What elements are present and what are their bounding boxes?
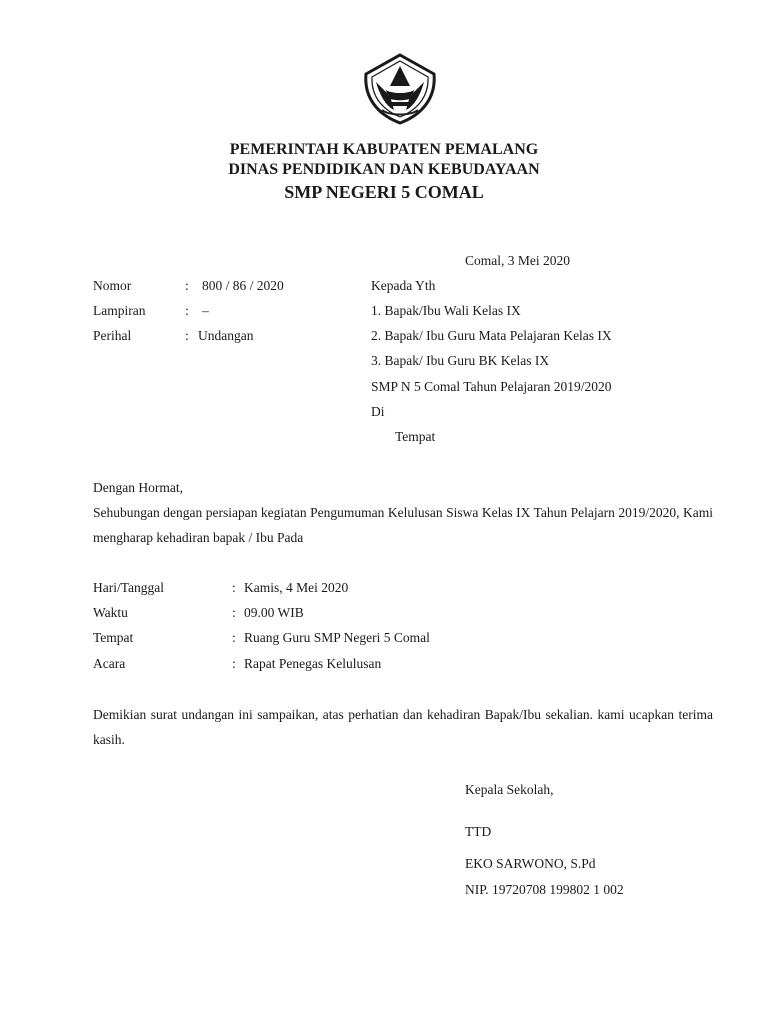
recipient-line: 3. Bapak/ Ibu Guru BK Kelas IX: [371, 353, 550, 368]
recipient-tempat: Tempat: [395, 429, 436, 444]
meta-value-nomor: 800 / 86 / 2020: [202, 278, 284, 293]
meta-label-lampiran: Lampiran: [93, 303, 146, 318]
recipient-line: 2. Bapak/ Ibu Guru Mata Pelajaran Kelas IX: [371, 328, 612, 343]
body-paragraph: Sehubungan dengan persiapan kegiatan Pengumuman Kelulusan Siswa Kelas IX Tahun Pelajarn 2019/2020, Kami mengharap kehadiran bapak / Ibu Pada: [93, 505, 713, 545]
event-value-time: 09.00 WIB: [244, 605, 304, 620]
recipient-line: SMP N 5 Comal Tahun Pelajaran 2019/2020: [371, 379, 612, 394]
event-label-place: Tempat: [93, 630, 134, 645]
meta-sep-lampiran: :: [185, 303, 189, 318]
header-department: DINAS PENDIDIKAN DAN KEBUDAYAAN: [228, 161, 540, 178]
event-label-date: Hari/Tanggal: [93, 580, 165, 595]
event-sep-date: :: [232, 580, 236, 595]
meta-sep-nomor: :: [185, 278, 189, 293]
event-sep-place: :: [232, 630, 236, 645]
event-label-agenda: Acara: [93, 656, 126, 671]
event-sep-time: :: [232, 605, 236, 620]
event-value-place: Ruang Guru SMP Negeri 5 Comal: [244, 630, 430, 645]
greeting: Dengan Hormat,: [93, 480, 183, 495]
recipient-intro: Kepada Yth: [371, 278, 436, 293]
event-value-agenda: Rapat Penegas Kelulusan: [244, 656, 382, 671]
signature-nip: NIP. 19720708 199802 1 002: [465, 882, 624, 897]
header-school: SMP NEGERI 5 COMAL: [284, 182, 484, 202]
regency-emblem-logo: [360, 52, 440, 126]
meta-sep-perihal: :: [185, 328, 189, 343]
meta-value-perihal: Undangan: [198, 328, 254, 343]
event-label-time: Waktu: [93, 605, 128, 620]
header-government: PEMERINTAH KABUPATEN PEMALANG: [229, 141, 539, 158]
event-value-date: Kamis, 4 Mei 2020: [244, 580, 349, 595]
letter-date: Comal, 3 Mei 2020: [465, 253, 570, 268]
closing-paragraph: Demikian surat undangan ini sampaikan, atas perhatian dan kehadiran Bapak/Ibu sekalian. kami ucapkan terima kasih.: [93, 707, 713, 747]
event-sep-agenda: :: [232, 656, 236, 671]
signature-title: Kepala Sekolah,: [465, 782, 554, 797]
recipient-di: Di: [371, 404, 385, 419]
meta-label-perihal: Perihal: [93, 328, 132, 343]
meta-label-nomor: Nomor: [93, 278, 132, 293]
signature-ttd: TTD: [465, 824, 492, 839]
meta-value-lampiran: –: [202, 303, 209, 318]
signature-name: EKO SARWONO, S.Pd: [465, 856, 596, 871]
recipient-line: 1. Bapak/Ibu Wali Kelas IX: [371, 303, 521, 318]
